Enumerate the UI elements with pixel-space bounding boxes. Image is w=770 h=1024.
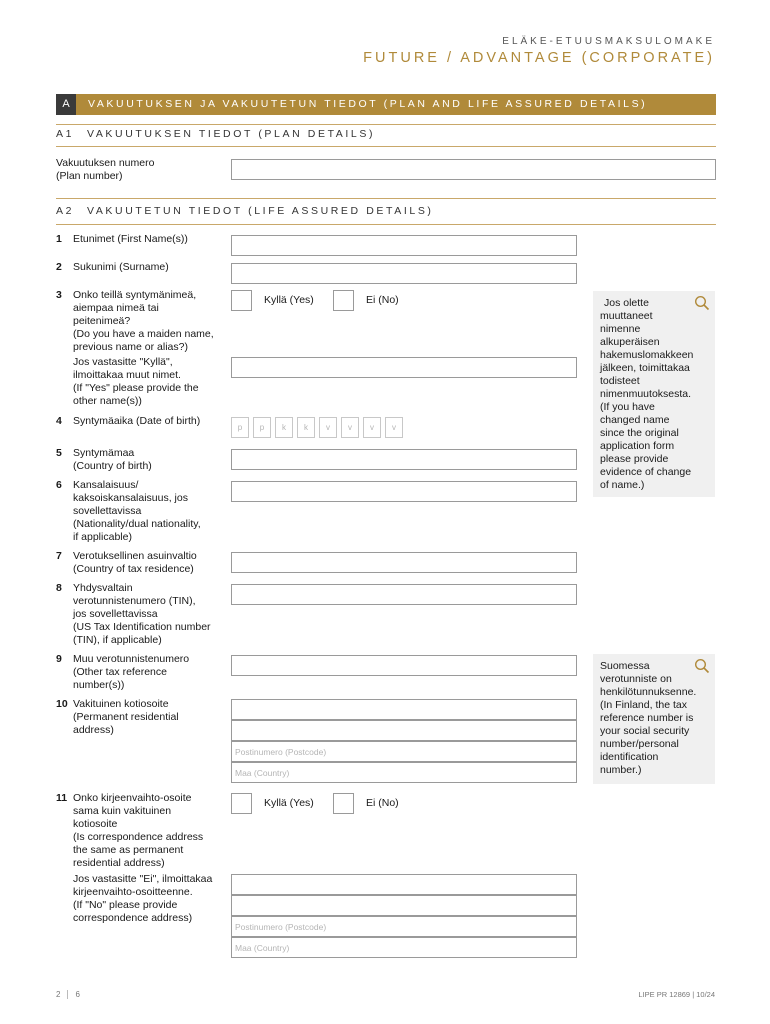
note-line: please provide (600, 453, 669, 465)
page-separator (67, 990, 68, 999)
nationality-label (73, 479, 201, 544)
label-line: Jos vastasitte "Ei", ilmoittakaa (73, 873, 213, 885)
note-line: henkilötunnuksenne. (600, 686, 697, 698)
subsection-a1-header (56, 128, 375, 140)
divider (56, 124, 716, 125)
note-line: of name.) (600, 479, 645, 491)
note-line: Suomessa (600, 660, 650, 672)
us-tin-label (73, 582, 211, 647)
note-line: application form (600, 440, 675, 452)
label-line: correspondence address) (73, 912, 193, 924)
note-line: nimenne (600, 323, 641, 335)
postcode-placeholder: Postinumero (Postcode) (235, 746, 327, 757)
surname-field[interactable] (231, 263, 577, 284)
label-line: (Is correspondence address (73, 831, 204, 843)
other-name-question (73, 289, 214, 354)
label-line: peitenimeä? (73, 315, 131, 327)
permanent-address-label (73, 698, 179, 737)
subsection-title: VAKUUTUKSEN TIEDOT (PLAN DETAILS) (87, 128, 376, 140)
label-line: the same as permanent (73, 844, 184, 856)
question-number: 8 (56, 582, 62, 594)
dob-year-cell[interactable]: v (341, 417, 359, 438)
divider (56, 146, 716, 147)
label-line: Jos vastasitte "Kyllä", (73, 356, 173, 368)
label-line: address) (73, 724, 114, 736)
surname-label: Sukunimi (Surname) (73, 261, 169, 273)
country-placeholder: Maa (Country) (235, 767, 290, 778)
country-placeholder: Maa (Country) (235, 942, 290, 953)
label-line: (Do you have a maiden name, (73, 328, 214, 340)
label-line: residential address) (73, 857, 165, 869)
nationality-field[interactable] (231, 481, 577, 502)
dob-month-cell[interactable]: k (297, 417, 315, 438)
correspondence-same-question (73, 792, 203, 870)
first-name-field[interactable] (231, 235, 577, 256)
note-line: changed name (600, 414, 670, 426)
note-line: Jos olette (604, 297, 649, 309)
question-number: 2 (56, 261, 62, 273)
label-line: Muu verotunnistenumero (73, 653, 190, 665)
address-line-1-field[interactable] (231, 699, 577, 720)
note-line: evidence of change (600, 466, 692, 478)
label-line: aiempaa nimeä tai (73, 302, 159, 314)
no-label: Ei (No) (366, 294, 399, 306)
label-line: (Nationality/dual nationality, (73, 518, 201, 530)
label-line: other name(s)) (73, 395, 142, 407)
subsection-code: A1 (56, 128, 75, 140)
us-tin-field[interactable] (231, 584, 577, 605)
form-type-title: ELÄKE-ETUUSMAKSULOMAKE (502, 36, 715, 47)
question-number: 5 (56, 447, 62, 459)
label-line: kirjeenvaihto-osoitteenne. (73, 886, 193, 898)
address-line-2-field[interactable] (231, 720, 577, 741)
form-code: LIPE PR 12869 | 10/24 (638, 990, 715, 999)
label-line: Syntymämaa (73, 447, 135, 459)
label-line: (If "No" please provide (73, 899, 178, 911)
divider (56, 224, 716, 225)
divider (56, 198, 716, 199)
label-line: kotiosoite (73, 818, 118, 830)
country-of-birth-label (73, 447, 152, 473)
note-line: alkuperäisen (600, 336, 660, 348)
section-letter: A (56, 94, 76, 115)
question-number: 11 (56, 792, 68, 804)
label-line: Onko teillä syntymänimeä, (73, 289, 197, 301)
note-line: number/personal (600, 738, 679, 750)
page-number (56, 990, 80, 999)
tax-residence-field[interactable] (231, 552, 577, 573)
label-line: Yhdysvaltain (73, 582, 133, 594)
other-name-no-checkbox[interactable] (333, 290, 354, 311)
question-number: 7 (56, 550, 62, 562)
question-number: 1 (56, 233, 62, 245)
label-line: Vakituinen kotiosoite (73, 698, 169, 710)
label-line: kaksoiskansalaisuus, jos (73, 492, 188, 504)
other-name-yes-checkbox[interactable] (231, 290, 252, 311)
question-number: 3 (56, 289, 62, 301)
section-title: VAKUUTUKSEN JA VAKUUTETUN TIEDOT (PLAN AND LIFE ASSURED DETAILS) (88, 98, 648, 110)
correspondence-yes-checkbox[interactable] (231, 793, 252, 814)
label-line: (Country of birth) (73, 460, 152, 472)
label-line: (If "Yes" please provide the (73, 382, 199, 394)
section-a-bar (56, 94, 716, 115)
note-line: (In Finland, the tax (600, 699, 687, 711)
label-line: Verotuksellinen asuinvaltio (73, 550, 197, 562)
dob-month-cell[interactable]: k (275, 417, 293, 438)
question-number: 6 (56, 479, 62, 491)
yes-label: Kyllä (Yes) (264, 294, 314, 306)
note-line: verotunniste on (600, 673, 672, 685)
label-line: (Permanent residential (73, 711, 179, 723)
postcode-placeholder: Postinumero (Postcode) (235, 921, 327, 932)
country-field[interactable] (231, 762, 577, 783)
label-line: ilmoittakaa muut nimet. (73, 369, 181, 381)
label-line: (US Tax Identification number (73, 621, 211, 633)
magnifier-icon (694, 295, 710, 311)
label-line: number(s)) (73, 679, 125, 691)
dob-day-cell[interactable]: p (231, 417, 249, 438)
question-number: 10 (56, 698, 68, 710)
label-line: sama kuin vakituinen (73, 805, 172, 817)
other-name-followup-label (73, 356, 199, 408)
correspondence-followup-label (73, 873, 212, 925)
note-line: identification (600, 751, 659, 763)
label-line: sovellettavissa (73, 505, 142, 517)
question-number: 4 (56, 415, 62, 427)
tax-residence-label (73, 550, 197, 576)
label-line: (Other tax reference (73, 666, 167, 678)
dob-year-cell[interactable]: v (319, 417, 337, 438)
note-line: muuttaneet (600, 310, 653, 322)
no-label: Ei (No) (366, 797, 399, 809)
label-line: jos sovellettavissa (73, 608, 158, 620)
total-pages: 6 (75, 990, 80, 999)
yes-label: Kyllä (Yes) (264, 797, 314, 809)
dob-year-cell[interactable]: v (363, 417, 381, 438)
correspondence-no-checkbox[interactable] (333, 793, 354, 814)
magnifier-icon (694, 658, 710, 674)
note-line: todisteet (600, 375, 640, 387)
other-tax-ref-field[interactable] (231, 655, 577, 676)
dob-year-cell[interactable]: v (385, 417, 403, 438)
name-change-note (593, 291, 715, 497)
current-page: 2 (56, 990, 61, 999)
subsection-title: VAKUUTETUN TIEDOT (LIFE ASSURED DETAILS) (87, 205, 434, 217)
first-name-label: Etunimet (First Name(s)) (73, 233, 188, 245)
note-line: nimenmuutoksesta. (600, 388, 692, 400)
country-of-birth-field[interactable] (231, 449, 577, 470)
corr-address-line-1-field[interactable] (231, 874, 577, 895)
dob-field[interactable] (231, 417, 407, 438)
note-line: reference number is (600, 712, 694, 724)
corr-country-field[interactable] (231, 937, 577, 958)
label-en: (Plan number) (56, 170, 123, 182)
subsection-a2-header (56, 205, 434, 217)
other-names-field[interactable] (231, 357, 577, 378)
question-number: 9 (56, 653, 62, 665)
corr-address-line-2-field[interactable] (231, 895, 577, 916)
note-line: since the original (600, 427, 679, 439)
dob-day-cell[interactable]: p (253, 417, 271, 438)
label-line: verotunnistenumero (TIN), (73, 595, 196, 607)
note-line: hakemuslomakkeen (600, 349, 694, 361)
note-line: number.) (600, 764, 642, 776)
label-line: (Country of tax residence) (73, 563, 194, 575)
note-line: jälkeen, toimittakaa (600, 362, 690, 374)
postcode-field[interactable] (231, 741, 577, 762)
label-line: (TIN), if applicable) (73, 634, 162, 646)
tax-ref-note (593, 654, 715, 784)
other-tax-ref-label (73, 653, 189, 692)
label-line: if applicable) (73, 531, 132, 543)
plan-number-field[interactable] (231, 159, 716, 180)
note-line: (If you have (600, 401, 655, 413)
product-title: FUTURE / ADVANTAGE (CORPORATE) (363, 50, 715, 66)
dob-label: Syntymäaika (Date of birth) (73, 415, 201, 427)
note-line: your social security (600, 725, 690, 737)
label-fi: Vakuutuksen numero (56, 157, 155, 169)
label-line: previous name or alias?) (73, 341, 188, 353)
label-line: Kansalaisuus/ (73, 479, 139, 491)
corr-postcode-field[interactable] (231, 916, 577, 937)
label-line: Onko kirjeenvaihto-osoite (73, 792, 192, 804)
plan-number-label (56, 157, 154, 183)
subsection-code: A2 (56, 205, 75, 217)
